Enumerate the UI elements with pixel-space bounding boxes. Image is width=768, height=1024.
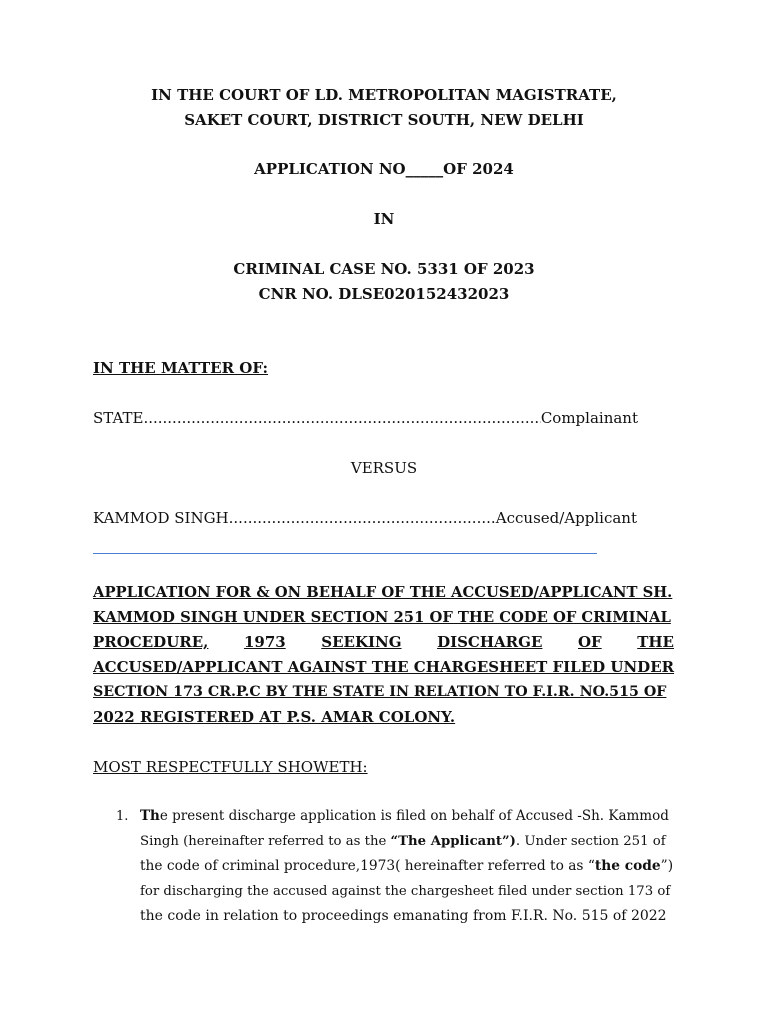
application-number: APPLICATION NO_____OF 2024 [254, 160, 514, 178]
paragraph-number: 1. [116, 809, 129, 824]
title-line [93, 630, 674, 655]
leader-dots [143, 406, 540, 431]
paragraph-line [140, 904, 674, 929]
title-word: PROCEDURE, [93, 633, 209, 651]
paragraph-line [140, 854, 674, 879]
title-line [93, 705, 674, 730]
bold-run: the code [594, 858, 661, 874]
title-word: SEEKING [321, 633, 402, 651]
title-word: OF [577, 633, 602, 651]
bold-run: “The Applicant”) [390, 834, 516, 849]
accused-role: Accused/Applicant [495, 509, 637, 527]
paragraph-line [140, 879, 674, 904]
in-the-matter-of-heading: IN THE MATTER OF: [93, 359, 268, 377]
bold-run: Th [140, 808, 160, 824]
text-run: the code of criminal procedure,1973( hereinafter referred to as “ [140, 858, 595, 874]
title-line [93, 580, 674, 605]
paragraph-body [140, 804, 674, 929]
title-text: SECTION 173 CR.P.C BY THE STATE IN RELATION TO F.I.R. NO.515 OF [93, 684, 667, 700]
text-run: . Under section 251 of [515, 834, 666, 849]
criminal-case-number: CRIMINAL CASE NO. 5331 OF 2023 [233, 260, 535, 278]
complainant-role: Complainant [540, 409, 638, 427]
title-line [93, 655, 674, 680]
title-text: 2022 REGISTERED AT P.S. AMAR COLONY. [93, 708, 456, 726]
text-run: e present discharge application is filed on behalf of Accused -Sh. Kammod [159, 808, 669, 824]
paragraph-line [140, 804, 674, 829]
leader-dots [229, 506, 496, 531]
title-word: DISCHARGE [437, 633, 543, 651]
party-complainant-row [93, 406, 638, 431]
title-line [93, 605, 674, 630]
in-connector: IN [373, 210, 395, 228]
text-run: for discharging the accused against the chargesheet filed under section 173 of [140, 884, 671, 899]
text-run: the code in relation to proceedings emanating from F.I.R. No. 515 of 2022 [140, 908, 667, 924]
text-run: Singh (hereinafter referred to as the [140, 834, 391, 849]
court-heading-line2: SAKET COURT, DISTRICT SOUTH, NEW DELHI [184, 111, 584, 129]
text-run: ”) [660, 858, 674, 874]
title-text: KAMMOD SINGH UNDER SECTION 251 OF THE CODE OF CRIMINAL [93, 609, 671, 626]
showeth-heading: MOST RESPECTFULLY SHOWETH: [93, 758, 368, 776]
title-line [93, 680, 674, 705]
party-accused-row [93, 506, 637, 531]
paragraph-1 [116, 804, 674, 929]
application-title [93, 580, 674, 730]
title-word: 1973 [243, 633, 286, 651]
complainant-name: STATE [93, 409, 144, 427]
title-word: THE [637, 633, 674, 651]
divider-line [93, 553, 597, 554]
court-heading-line1: IN THE COURT OF LD. METROPOLITAN MAGISTRATE, [151, 86, 617, 104]
title-text: ACCUSED/APPLICANT AGAINST THE CHARGESHEET FILED UNDER [93, 658, 675, 676]
accused-name: KAMMOD SINGH [93, 509, 229, 527]
versus-label: VERSUS [350, 459, 418, 477]
title-text: APPLICATION FOR & ON BEHALF OF THE ACCUSED/APPLICANT SH. [93, 584, 673, 601]
cnr-number: CNR NO. DLSE020152432023 [258, 285, 510, 303]
paragraph-line [140, 829, 674, 854]
